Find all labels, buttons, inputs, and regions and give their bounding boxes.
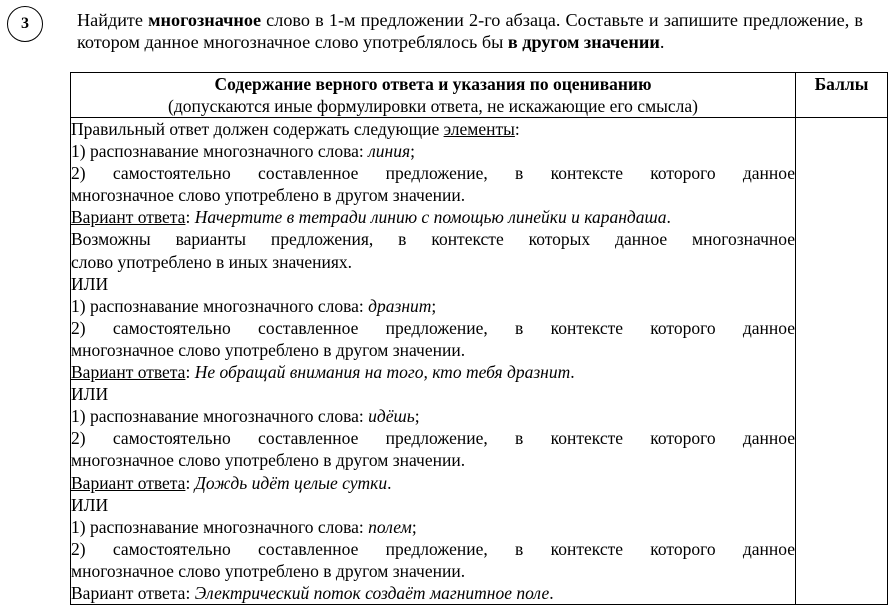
punct: .: [666, 207, 671, 228]
variant-label: Вариант ответа: [71, 582, 186, 603]
variant-label: Вариант ответа: [71, 207, 186, 228]
punct: .: [387, 472, 392, 493]
or-separator: ИЛИ: [71, 494, 109, 515]
item2-line2: многозначное слово употреблено в другом значении.: [71, 450, 466, 471]
variant-example: Начертите в тетради линию с помощью линейки и карандаша: [194, 207, 667, 228]
variant-answer-line: [71, 361, 795, 383]
item1-text: 1) распознавание многозначного слова:: [71, 141, 369, 162]
intro-colon: :: [514, 119, 520, 139]
variant-label: Вариант ответа: [71, 362, 186, 383]
or-separator: ИЛИ: [71, 273, 109, 294]
item1-line: [71, 140, 795, 162]
points-header-label: Баллы: [814, 74, 869, 94]
punct: .: [570, 362, 575, 383]
table-header-row: [71, 73, 888, 118]
punct: ;: [410, 141, 415, 162]
task-number-badge: [7, 6, 43, 42]
task-text-bold: в другом значении: [507, 32, 660, 52]
content-header-cell: [71, 73, 796, 118]
item2-line1: 2) самостоятельно составленное предложение, в контексте которого данное: [71, 538, 795, 559]
variant-word: идёшь: [368, 406, 415, 427]
variant-example: Дождь идёт целые сутки: [194, 472, 388, 493]
punct: .: [549, 582, 554, 603]
note-line1: Возможны варианты предложения, в контексте которых данное многозначное: [71, 229, 795, 250]
task-number: 3: [21, 15, 29, 32]
or-separator: ИЛИ: [71, 384, 109, 405]
item1-line: [71, 405, 795, 427]
intro-line: [71, 118, 795, 140]
task-text-part: .: [659, 32, 665, 52]
item2-line2: многозначное слово употреблено в другом значении.: [71, 185, 466, 206]
item1-text: 1) распознавание многозначного слова:: [71, 516, 369, 537]
variant-label: Вариант ответа: [71, 472, 186, 493]
table-body-row: [71, 118, 888, 605]
punct: :: [185, 362, 195, 383]
item2-line2: многозначное слово употреблено в другом значении.: [71, 339, 466, 360]
variant-answer-line: [71, 582, 795, 604]
task-instruction: [77, 9, 863, 53]
punct: ;: [431, 295, 437, 316]
content-header-title: Содержание верного ответа и указания по оцениванию: [214, 74, 652, 94]
punct: ;: [411, 516, 417, 537]
task-text-part: Найдите: [77, 10, 149, 30]
variant-word: полем: [368, 516, 412, 537]
variant-answer-line: [71, 472, 795, 494]
punct: :: [185, 472, 195, 493]
intro-elements-word: элементы: [443, 119, 515, 139]
punct: :: [185, 207, 195, 228]
variant-answer-line: [71, 206, 795, 228]
note-line2: слово употреблено в иных значениях.: [71, 251, 353, 272]
task-text-bold: многозначное: [148, 10, 262, 30]
item1-text: 1) распознавание многозначного слова:: [71, 406, 369, 427]
variant-example: Электрический поток создаёт магнитное поле: [194, 582, 550, 603]
item2-line1: 2) самостоятельно составленное предложение, в контексте которого данное: [71, 317, 795, 338]
item2-line1: 2) самостоятельно составленное предложение, в контексте которого данное: [71, 163, 795, 184]
content-body-cell: [71, 118, 796, 605]
item1-line: [71, 516, 795, 538]
points-header-cell: [796, 73, 888, 118]
item2-line1: 2) самостоятельно составленное предложение, в контексте которого данное: [71, 428, 795, 449]
points-body-cell: [796, 118, 888, 605]
content-header-subtitle: (допускаются иные формулировки ответа, не искажающие его смысла): [168, 96, 698, 116]
item1-line: [71, 295, 795, 317]
punct: :: [185, 582, 195, 603]
task-text-part: слово в 1-м предложении 2-го абзаца. Составьте и запишите предложение, в котором данное многозначное слово употреблялось бы: [77, 10, 864, 52]
item1-text: 1) распознавание многозначного слова:: [71, 295, 369, 316]
variant-word: дразнит: [368, 295, 432, 316]
intro-text: Правильный ответ должен содержать следующие: [71, 119, 444, 139]
variant-example: Не обращай внимания на того, кто тебя дразнит: [194, 362, 571, 383]
item2-line2: многозначное слово употреблено в другом значении.: [71, 560, 466, 581]
answer-criteria-table: [70, 72, 888, 605]
punct: ;: [414, 406, 420, 427]
variant-word: линия: [368, 141, 411, 162]
